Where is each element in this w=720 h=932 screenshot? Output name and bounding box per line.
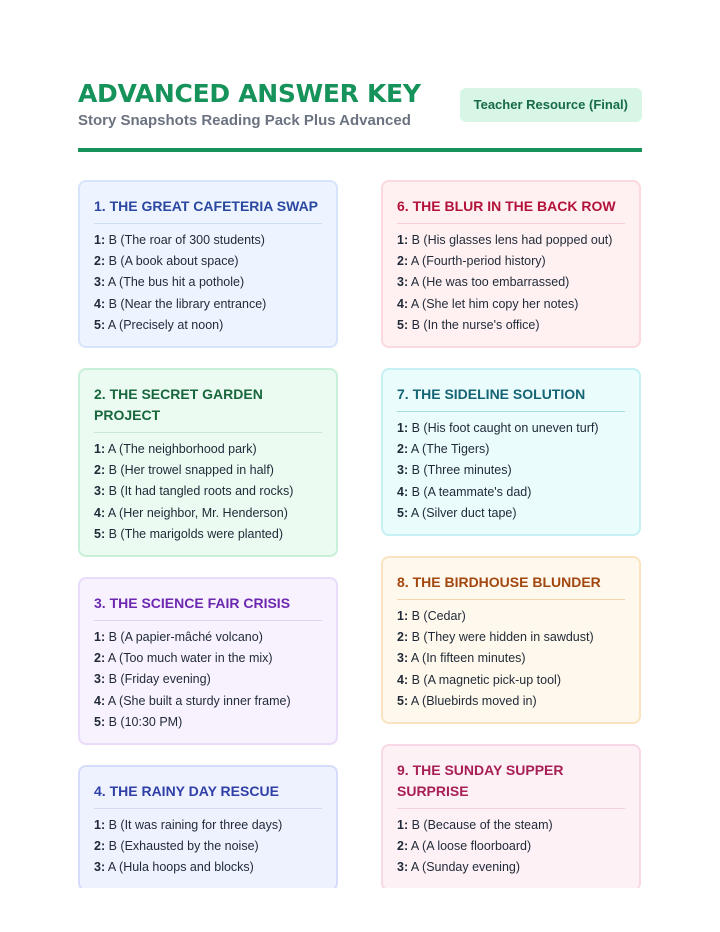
section-title: 6. THE BLUR IN THE BACK ROW — [397, 196, 625, 224]
answer-item — [94, 524, 322, 545]
answer-text: A (A loose floorboard) — [410, 839, 532, 854]
answer-list — [397, 418, 625, 524]
answer-item — [94, 315, 322, 336]
answer-text: B (A book about space) — [108, 254, 239, 269]
answer-item — [397, 482, 625, 503]
teacher-resource-badge: Teacher Resource (Final) — [460, 88, 642, 122]
answer-text: A (Precisely at noon) — [107, 317, 224, 332]
answer-number: 4: — [94, 296, 106, 311]
right-column — [381, 180, 641, 911]
answer-number: 3: — [397, 275, 409, 290]
answer-item — [397, 439, 625, 460]
answer-number: 4: — [397, 672, 409, 687]
section-title: 4. THE RAINY DAY RESCUE — [94, 781, 322, 809]
answer-text: A (Silver duct tape) — [410, 505, 517, 520]
answer-item — [397, 648, 625, 669]
answer-text: B (Three minutes) — [411, 463, 512, 478]
answer-text: A (Too much water in the mix) — [107, 651, 273, 666]
page-bottom-cutoff — [0, 888, 720, 932]
answer-number: 4: — [397, 296, 409, 311]
answer-item — [94, 691, 322, 712]
section-card-2 — [78, 368, 338, 557]
left-column — [78, 180, 338, 911]
answer-item — [94, 439, 322, 460]
answer-number: 4: — [94, 505, 106, 520]
answer-number: 5: — [94, 714, 106, 729]
answer-number: 3: — [94, 672, 106, 687]
answer-number: 1: — [94, 630, 106, 645]
answer-number: 3: — [94, 484, 106, 499]
answer-text: B (His glasses lens had popped out) — [411, 233, 613, 247]
answer-text: A (Fourth-period history) — [410, 254, 546, 269]
header — [78, 0, 642, 152]
answer-item — [397, 230, 625, 251]
answer-list — [94, 439, 322, 545]
answer-number: 2: — [94, 463, 106, 478]
section-title: 2. THE SECRET GARDEN PROJECT — [94, 384, 322, 433]
answer-text: B (Cedar) — [411, 609, 466, 624]
answer-number: 1: — [397, 818, 409, 833]
answer-item — [397, 627, 625, 648]
answer-text: B (Her trowel snapped in half) — [108, 463, 274, 478]
answer-number: 1: — [397, 233, 409, 247]
answer-number: 5: — [94, 526, 106, 541]
answer-text: B (10:30 PM) — [108, 714, 183, 729]
answer-item — [94, 481, 322, 502]
section-title: 7. THE SIDELINE SOLUTION — [397, 384, 625, 412]
answer-text: A (He was too embarrassed) — [410, 275, 570, 290]
answer-item — [94, 712, 322, 733]
page-subtitle: Story Snapshots Reading Pack Plus Advanced — [78, 112, 411, 129]
answer-item — [397, 815, 625, 836]
section-card-4 — [78, 765, 338, 891]
answer-item — [397, 857, 625, 878]
answer-number: 2: — [397, 630, 409, 645]
answer-text: B (It was raining for three days) — [108, 818, 283, 833]
section-title: 8. THE BIRDHOUSE BLUNDER — [397, 572, 625, 600]
answer-item — [397, 418, 625, 439]
answer-text: A (In fifteen minutes) — [410, 651, 526, 666]
answer-number: 3: — [397, 651, 409, 666]
answer-text: B (In the nurse's office) — [411, 317, 540, 332]
answer-text: A (Sunday evening) — [410, 860, 521, 875]
answer-list — [94, 815, 322, 879]
answer-text: A (She built a sturdy inner frame) — [107, 693, 291, 708]
answer-key-page — [78, 0, 642, 875]
answer-item — [94, 648, 322, 669]
answer-item — [397, 315, 625, 336]
answer-text: A (Her neighbor, Mr. Henderson) — [107, 505, 288, 520]
section-card-9 — [381, 744, 641, 891]
answer-number: 2: — [397, 254, 409, 269]
answer-number: 5: — [397, 693, 409, 708]
answer-item — [94, 836, 322, 857]
answer-item — [94, 669, 322, 690]
answer-number: 3: — [397, 860, 409, 875]
answer-number: 2: — [397, 839, 409, 854]
answer-number: 1: — [94, 233, 106, 247]
answer-number: 1: — [94, 442, 106, 457]
answer-text: B (Exhausted by the noise) — [108, 839, 259, 854]
answer-item — [94, 272, 322, 293]
answer-number: 3: — [94, 860, 106, 875]
answer-item — [94, 815, 322, 836]
answer-text: B (Near the library entrance) — [108, 296, 267, 311]
answer-number: 2: — [397, 442, 409, 457]
answer-item — [397, 691, 625, 712]
page-title: ADVANCED ANSWER KEY — [78, 79, 421, 108]
section-card-6 — [381, 180, 641, 348]
answer-number: 1: — [397, 421, 409, 436]
answer-number: 1: — [397, 609, 409, 624]
section-title: 3. THE SCIENCE FAIR CRISIS — [94, 593, 322, 621]
answer-text: A (Bluebirds moved in) — [410, 693, 537, 708]
answer-item — [397, 251, 625, 272]
answer-item — [94, 627, 322, 648]
answer-list — [94, 627, 322, 733]
answer-item — [94, 230, 322, 251]
answer-item — [397, 670, 625, 691]
answer-text: B (A teammate's dad) — [411, 484, 532, 499]
answer-text: B (A magnetic pick-up tool) — [411, 672, 561, 687]
answer-list — [94, 230, 322, 336]
answer-text: B (The roar of 300 students) — [108, 233, 265, 247]
header-divider — [78, 148, 642, 152]
answer-item — [397, 272, 625, 293]
answer-list — [397, 606, 625, 712]
answer-list — [397, 815, 625, 879]
answer-item — [94, 857, 322, 878]
answer-number: 2: — [94, 651, 106, 666]
answer-number: 4: — [94, 693, 106, 708]
answer-number: 2: — [94, 839, 106, 854]
answer-number: 1: — [94, 818, 106, 833]
answer-text: B (Because of the steam) — [411, 818, 553, 833]
answer-text: B (The marigolds were planted) — [108, 526, 283, 541]
section-title: 9. THE SUNDAY SUPPER SURPRISE — [397, 760, 625, 809]
answer-list — [397, 230, 625, 336]
answer-text: B (Friday evening) — [108, 672, 211, 687]
section-card-1 — [78, 180, 338, 348]
section-card-3 — [78, 577, 338, 745]
answer-item — [397, 606, 625, 627]
answer-text: A (The neighborhood park) — [107, 442, 257, 457]
answer-item — [397, 294, 625, 315]
answer-item — [94, 503, 322, 524]
section-title: 1. THE GREAT CAFETERIA SWAP — [94, 196, 322, 224]
section-card-7 — [381, 368, 641, 536]
answer-item — [397, 460, 625, 481]
answer-item — [397, 836, 625, 857]
answer-number: 3: — [94, 275, 106, 290]
answer-item — [94, 251, 322, 272]
answer-number: 4: — [397, 484, 409, 499]
answer-text: A (The Tigers) — [410, 442, 490, 457]
answer-text: B (His foot caught on uneven turf) — [411, 421, 599, 436]
answer-item — [397, 503, 625, 524]
answer-number: 2: — [94, 254, 106, 269]
answer-text: B (A papier-mâché volcano) — [108, 630, 263, 645]
answer-number: 5: — [397, 505, 409, 520]
answer-text: A (Hula hoops and blocks) — [107, 860, 254, 875]
answer-text: B (It had tangled roots and rocks) — [108, 484, 294, 499]
answer-number: 5: — [397, 317, 409, 332]
answer-item — [94, 460, 322, 481]
answer-item — [94, 294, 322, 315]
answer-text: A (The bus hit a pothole) — [107, 275, 245, 290]
answer-number: 3: — [397, 463, 409, 478]
answer-number: 5: — [94, 317, 106, 332]
answer-text: B (They were hidden in sawdust) — [411, 630, 594, 645]
answer-text: A (She let him copy her notes) — [410, 296, 579, 311]
section-card-8 — [381, 556, 641, 724]
